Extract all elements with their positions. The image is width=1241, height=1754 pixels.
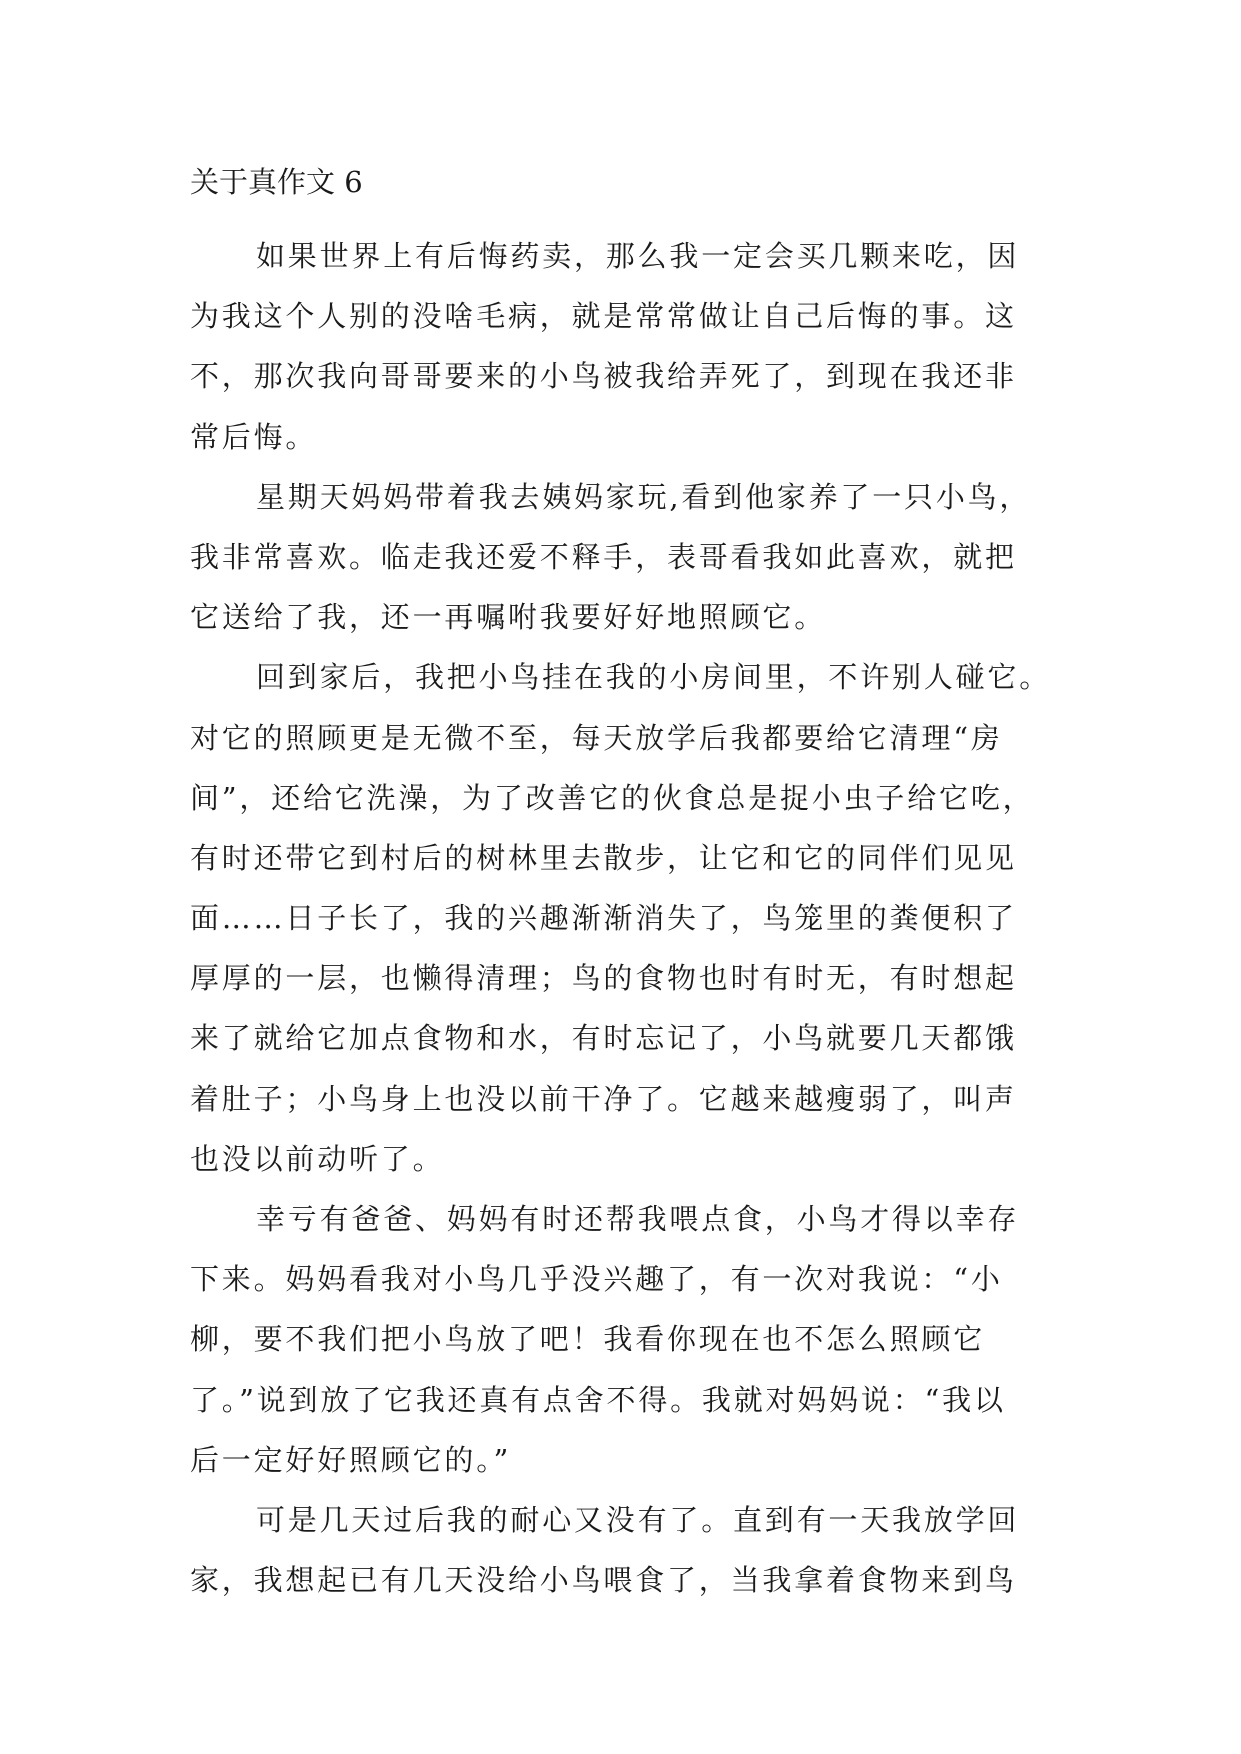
paragraph	[190, 647, 1070, 1189]
paragraph-line: 来了就给它加点食物和水，有时忘记了，小鸟就要几天都饿	[190, 1021, 1017, 1056]
paragraph-line: 后一定好好照顾它的。”	[190, 1442, 512, 1477]
paragraph	[190, 1490, 1070, 1610]
paragraph	[190, 1189, 1070, 1490]
paragraph-line: 对它的照顾更是无微不至，每天放学后我都要给它清理“房	[190, 720, 1003, 755]
paragraph-line: 回到家后，我把小鸟挂在我的小房间里，不许别人碰它。	[256, 660, 1052, 695]
paragraph-line: 下来。妈妈看我对小鸟几乎没兴趣了，有一次对我说：“小	[190, 1262, 1003, 1297]
paragraph-line: 厚厚的一层，也懒得清理；鸟的食物也时有时无，有时想起	[190, 961, 1017, 996]
document-title: 关于真作文 6	[190, 165, 363, 199]
paragraph-line: 有时还带它到村后的树林里去散步，让它和它的同伴们见见	[190, 840, 1017, 875]
paragraph-line: 间”，还给它洗澡，为了改善它的伙食总是捉小虫子给它吃，	[190, 780, 1035, 815]
paragraph	[190, 467, 1070, 648]
paragraph-line: 星期天妈妈带着我去姨妈家玩,看到他家养了一只小鸟，	[256, 479, 1032, 514]
paragraph-line: 幸亏有爸爸、妈妈有时还帮我喂点食，小鸟才得以幸存	[256, 1202, 1020, 1236]
paragraph-line: 也没以前动听了。	[190, 1141, 445, 1176]
paragraph-line: 它送给了我，还一再嘱咐我要好好地照顾它。	[190, 600, 827, 635]
paragraph-line: 柳，要不我们把小鸟放了吧！我看你现在也不怎么照顾它	[190, 1322, 986, 1357]
paragraph	[190, 226, 1070, 467]
paragraph-line: 可是几天过后我的耐心又没有了。直到有一天我放学回	[256, 1502, 1020, 1537]
paragraph-line: 常后悔。	[190, 419, 318, 454]
paragraph-line: 着肚子；小鸟身上也没以前干净了。它越来越瘦弱了，叫声	[190, 1081, 1017, 1116]
paragraph-line: 为我这个人别的没啥毛病，就是常常做让自己后悔的事。这	[190, 299, 1017, 334]
paragraph-line: 我非常喜欢。临走我还爱不释手，表哥看我如此喜欢，就把	[190, 539, 1017, 574]
paragraph-line: 不，那次我向哥哥要来的小鸟被我给弄死了，到现在我还非	[190, 359, 1017, 394]
paragraph-line: 了。”说到放了它我还真有点舍不得。我就对妈妈说：“我以	[190, 1382, 1006, 1417]
paragraph-line: 面……日子长了，我的兴趣渐渐消失了，鸟笼里的粪便积了	[190, 901, 1017, 936]
paragraph-line: 家，我想起已有几天没给小鸟喂食了，当我拿着食物来到鸟	[190, 1563, 1017, 1598]
paragraph-line: 如果世界上有后悔药卖，那么我一定会买几颗来吃，因	[256, 239, 1020, 273]
document-body	[190, 226, 1070, 1610]
